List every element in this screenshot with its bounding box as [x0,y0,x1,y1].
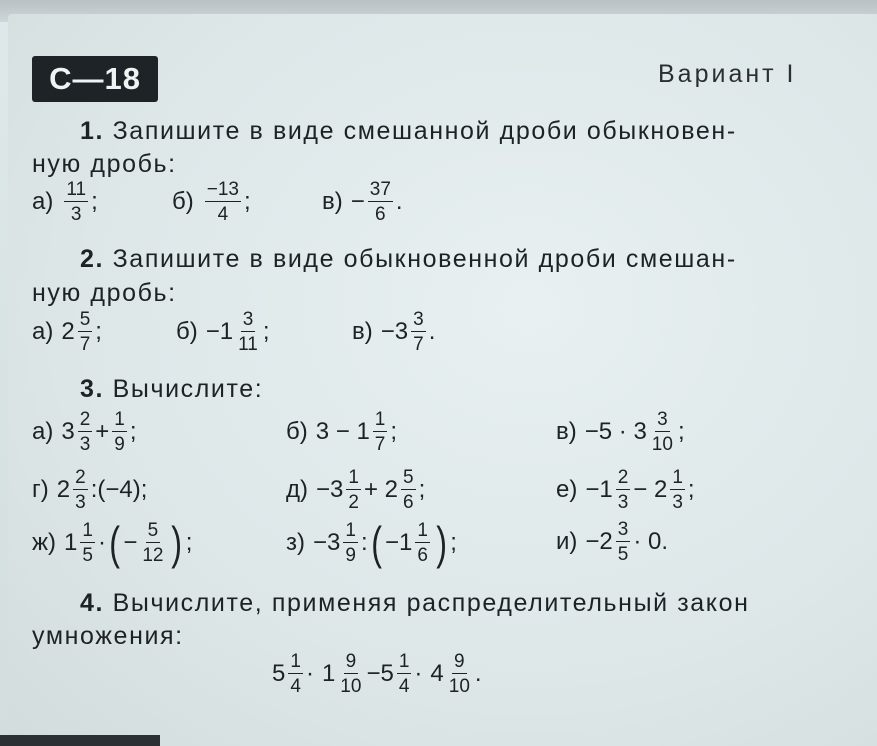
fraction: $\frac{1}{3}$ [672,467,683,513]
fraction: $\frac{1}{9}$ [345,520,356,566]
task1-item-a: а) $\frac{11}{3}$ ; [32,179,98,225]
task1-label-a: а) [32,188,54,215]
fraction: $\frac{2}{3}$ [617,467,629,513]
fraction: $\frac{2}{3}$ [75,467,86,513]
task3-item-v: в) −5 · 3 $\frac{3}{10}$ ; [556,409,685,455]
fraction: $\frac{37}{6}$ [369,179,391,225]
fraction: $\frac{1}{7}$ [374,409,386,455]
task3-text: Вычислите: [112,375,264,403]
task4-number: 4. [80,589,105,617]
task2-item-a: а) 2 $\frac{5}{7}$ ; [32,309,102,355]
task2-text: Запишите в виде обыкновенной дроби смешан- [112,245,737,273]
task1-label-b: б) [172,188,194,215]
variant-title: Вариант I [658,60,797,88]
task3-item-z: з) −3 $\frac{1}{9}$ : ( −1 $\frac{1}{6}$ ) ; [286,517,457,569]
fraction: $\frac{-13}{4}$ [206,179,239,225]
task2-line1 [80,245,737,274]
task4-line2: умножения: [32,622,184,650]
fraction: $\frac{11}{3}$ [66,179,87,225]
task3-item-i: и) −2 $\frac{3}{5}$ · 0. [556,519,669,565]
task2-number: 2. [80,245,105,273]
task1-item-b: б) $\frac{-13}{4}$ ; [172,179,251,225]
next-section-edge [0,735,160,746]
task1-item-v: в) − $\frac{37}{6}$ . [322,179,403,225]
task2-item-b: б) −1 $\frac{3}{11}$ ; [176,309,270,355]
fraction: $\frac{3}{10}$ [651,409,673,455]
task3-item-zh: ж) 1 $\frac{1}{5}$ · ( − $\frac{5}{12}$ ) ; [32,517,193,569]
fraction: $\frac{9}{10}$ [448,651,470,697]
fraction: $\frac{1}{9}$ [114,409,125,455]
task3-item-d: д) −3 $\frac{1}{2}$ + 2 $\frac{5}{6}$ ; [286,467,426,513]
fraction: $\frac{3}{11}$ [238,309,258,355]
fraction: $\frac{1}{2}$ [348,467,359,513]
task3-item-b: б) 3 − 1 $\frac{1}{7}$ ; [286,409,398,455]
task4-text: Вычислите, применяя распределительный закон [112,589,750,617]
task3-item-a: а) 3 $\frac{2}{3}$ + $\frac{1}{9}$ ; [32,409,137,455]
fraction: $\frac{3}{7}$ [413,309,424,355]
task4-expression: 5 $\frac{1}{4}$ · 1 $\frac{9}{10}$ − 5 $\frac{1}{4}$ · 4 $\frac{9}{10}$ . [272,651,482,697]
fraction: $\frac{9}{10}$ [340,651,362,697]
fraction: $\frac{5}{7}$ [79,309,91,355]
fraction: $\frac{1}{6}$ [417,520,428,566]
fraction: $\frac{1}{4}$ [290,651,301,697]
task2-line2: ную дробь: [32,279,177,307]
task2-item-v: в) −3 $\frac{3}{7}$ . [352,309,436,355]
task1-line1 [80,117,737,146]
fraction: $\frac{5}{12}$ [142,520,164,566]
task4-line1 [80,589,750,618]
fraction: $\frac{2}{3}$ [79,409,91,455]
fraction: $\frac{1}{5}$ [82,520,93,566]
task1-number: 1. [80,117,105,145]
section-badge [32,56,158,102]
task1-label-v: в) [322,188,343,215]
fraction: $\frac{3}{5}$ [617,519,629,565]
task3-line [80,375,263,404]
section-badge-label: C—18 [49,61,141,96]
task3-item-e: е) −1 $\frac{2}{3}$ − 2 $\frac{1}{3}$ ; [556,467,695,513]
task3-number: 3. [80,375,105,403]
fraction: $\frac{1}{4}$ [398,651,410,697]
task3-item-g: г) 2 $\frac{2}{3}$ :(−4); [32,467,148,513]
fraction: $\frac{5}{6}$ [402,467,414,513]
task1-text: Запишите в виде смешанной дроби обыкновен- [112,117,737,145]
task1-line2: ную дробь: [32,150,177,178]
